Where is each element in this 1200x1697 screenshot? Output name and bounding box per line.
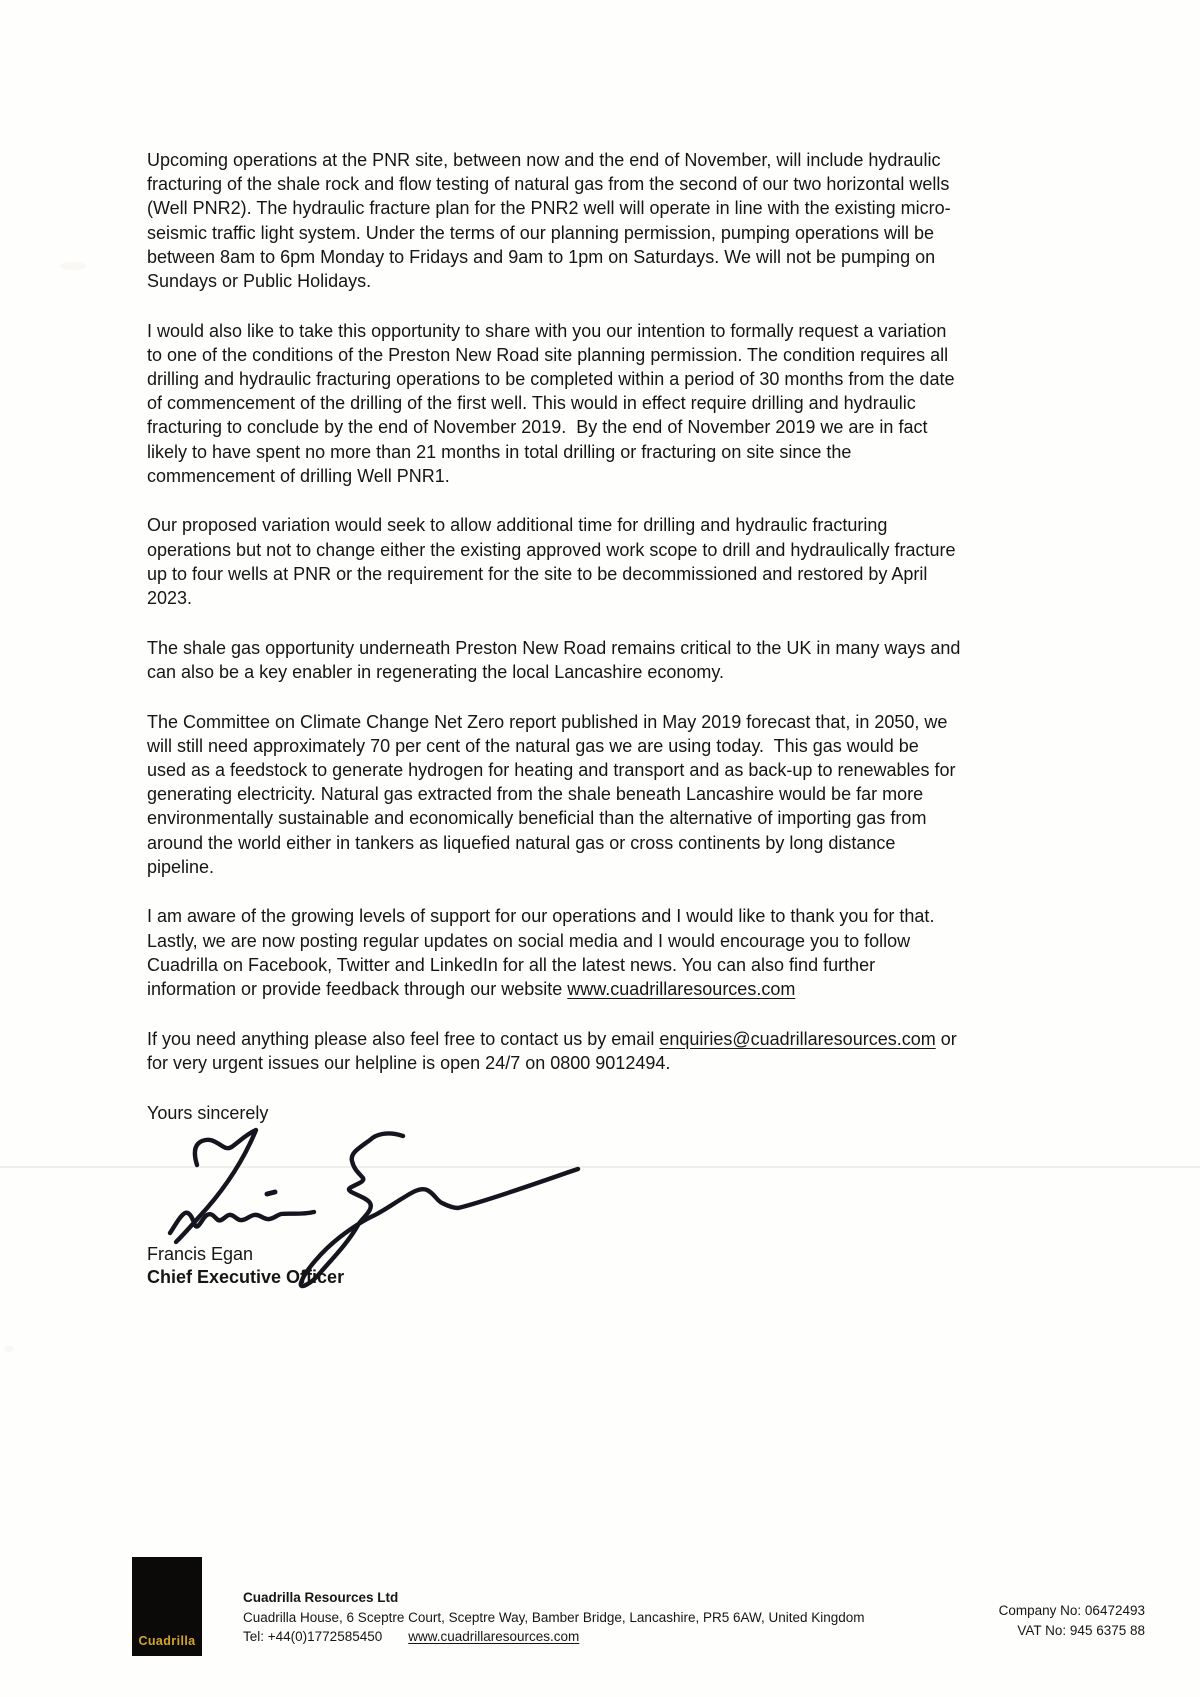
email-line-suffix: or <box>935 1028 957 1049</box>
signatory-title: Chief Executive Officer <box>147 1267 345 1287</box>
scan-artifact-smudge <box>4 1346 14 1352</box>
text-line: environmentally sustainable and economically beneficial than the alternative of importing gas from <box>147 808 927 829</box>
text-line: Yours sincerely <box>147 1102 269 1123</box>
text-line: Upcoming operations at the PNR site, between now and the end of November, will include hydraulic <box>147 150 941 170</box>
text-line: can also be a key enabler in regenerating the local Lancashire economy. <box>147 661 725 682</box>
text-line: The Committee on Climate Change Net Zero report published in May 2019 forecast that, in 2050, we <box>147 711 948 732</box>
text-line: commencement of drilling Well PNR1. <box>147 465 450 486</box>
paragraph-support-social-lines <box>147 904 1067 977</box>
signature-block <box>147 1243 344 1289</box>
footer-website-link[interactable]: www.cuadrillaresources.com <box>408 1629 580 1644</box>
text-line: (Well PNR2). The hydraulic fracture plan for the PNR2 well will operate in line with the existing micro- <box>147 198 951 219</box>
letter-body <box>147 148 1067 1125</box>
text-line: to one of the conditions of the Preston New Road site planning permission. The condition requires all <box>147 344 949 365</box>
text-line: generating electricity. Natural gas extracted from the shale beneath Lancashire would be far more <box>147 784 924 805</box>
footer-registration-info <box>999 1601 1145 1640</box>
text-line: Cuadrilla on Facebook, Twitter and LinkedIn for all the latest news. You can also find further <box>147 954 876 975</box>
text-line: I am aware of the growing levels of support for our operations and I would like to thank you for that. <box>147 906 935 927</box>
website-line-prefix: information or provide feedback through our website <box>147 978 568 999</box>
text-line: fracturing to conclude by the end of November 2019. By the end of November 2019 we are in fact <box>147 417 928 438</box>
signatory-name: Francis Egan <box>147 1244 254 1264</box>
paragraph-proposed-variation <box>147 513 1067 610</box>
scan-artifact-smudge <box>60 262 86 270</box>
cuadrilla-logo-text: Cuadrilla <box>138 1634 196 1648</box>
paragraph-climate-committee <box>147 710 1067 879</box>
text-line: seismic traffic light system. Under the terms of our planning permission, pumping operations will be <box>147 222 935 243</box>
cuadrilla-logo <box>132 1557 202 1656</box>
text-line: operations but not to change either the existing approved work scope to drill and hydraulically fracture <box>147 539 956 560</box>
footer-address: Cuadrilla House, 6 Sceptre Court, Sceptre Way, Bamber Bridge, Lancashire, PR5 6AW, United Kingdom <box>243 1609 865 1625</box>
website-link[interactable]: www.cuadrillaresources.com <box>567 978 796 999</box>
text-line: up to four wells at PNR or the requirement for the site to be decommissioned and restored by April <box>147 563 928 584</box>
paragraph-support-social <box>147 904 1067 1001</box>
footer-telephone: Tel: +44(0)1772585450 <box>243 1629 383 1644</box>
text-line: The shale gas opportunity underneath Preston New Road remains critical to the UK in many ways and <box>147 637 961 658</box>
text-line: Sundays or Public Holidays. <box>147 270 372 291</box>
footer-vat-number: VAT No: 945 6375 88 <box>1017 1622 1145 1638</box>
text-line-with-website <box>147 977 1067 1001</box>
text-line: around the world either in tankers as liquefied natural gas or cross continents by long distance <box>147 832 896 853</box>
footer-company-number: Company No: 06472493 <box>998 1603 1145 1618</box>
text-line: will still need approximately 70 per cent of the natural gas we are using today. This gas would be <box>147 735 919 756</box>
footer-company-info <box>243 1588 865 1647</box>
paragraph-shale-opportunity <box>147 636 1067 684</box>
text-line: used as a feedstock to generate hydrogen for heating and transport and as back-up to renewables for <box>147 759 956 780</box>
text-line: Lastly, we are now posting regular updates on social media and I would encourage you to follow <box>147 930 911 951</box>
text-line: Our proposed variation would seek to allow additional time for drilling and hydraulic fracturing <box>147 515 888 536</box>
text-line: I would also like to take this opportunity to share with you our intention to formally request a variation <box>147 320 947 341</box>
text-line: between 8am to 6pm Monday to Fridays and 9am to 1pm on Saturdays. We will not be pumping on <box>147 246 936 267</box>
paragraph-operations <box>147 148 1067 293</box>
text-line: fracturing of the shale rock and flow testing of natural gas from the second of our two horizontal wells <box>147 174 950 195</box>
footer-company-name: Cuadrilla Resources Ltd <box>243 1590 399 1605</box>
text-line: pipeline. <box>147 856 215 877</box>
text-line: 2023. <box>147 588 193 608</box>
email-link[interactable]: enquiries@cuadrillaresources.com <box>659 1028 936 1049</box>
paragraph-variation-request <box>147 319 1067 488</box>
text-line: drilling and hydraulic fracturing operations to be completed within a period of 30 months from the date <box>147 369 955 389</box>
footer-contact-row <box>243 1627 865 1647</box>
text-line: for very urgent issues our helpline is open 24/7 on 0800 9012494. <box>147 1052 671 1073</box>
text-line: of commencement of the drilling of the first well. This would in effect require drilling and hydraulic <box>147 393 916 414</box>
text-line: likely to have spent no more than 21 months in total drilling or fracturing on site since the <box>147 441 852 462</box>
email-line-prefix: If you need anything please also feel free to contact us by email <box>147 1028 660 1049</box>
